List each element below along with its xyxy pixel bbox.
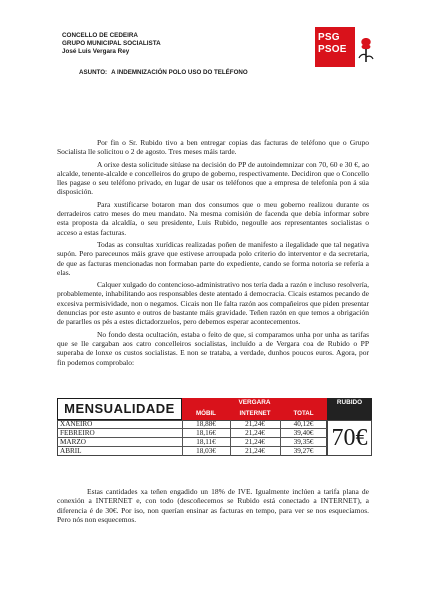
- total-cell: 39,27€: [293, 447, 314, 455]
- column-divider: [230, 420, 231, 456]
- total-cell: 39,35€: [293, 438, 314, 446]
- rose-icon: [356, 34, 376, 64]
- paragraph: Para xustificarse botaron man dos consumos que o meu goberno realizou durante os derradeiros catro meses do meu mandato. Na mesma comisión de facenda que debía informar sobre esta proposta da alcaldía, o seu presidente, Luis Rubido, negoulle aos representantes socialistas o acceso a estas facturas.: [57, 199, 369, 237]
- table-row: [57, 447, 327, 456]
- mobil-cell: 18,16€: [196, 429, 216, 437]
- table-row: [57, 429, 327, 438]
- letter-body: [57, 138, 369, 370]
- paragraph: Todas as consultas xurídicas realizadas poñen de manifesto a ilegalidade que tal negativa supón. Pero pareceunos máis grave que estivese arroupada polo criterio do interventor e da secretaria, de que as facturas mencionadas non formaban parte do expediente, cando se forma notoria se refería a elas.: [57, 239, 369, 277]
- subject-line: [79, 69, 252, 76]
- vergara-group-header: VERGARA: [182, 398, 327, 407]
- internet-cell: 21,24€: [245, 447, 265, 455]
- logo-text-psoe: PSOE: [318, 44, 347, 55]
- paragraph: No fondo desta ocultación, estaba o feito de que, si comparamos unha por unha as tarifas que se lle cargaban aos catro concelleiros socialistas, incluído a de Vergara coa de Rubido o PP superaba de lonxe os custos socialistas. E non se trataba, a verdade, dunhos poucos euros. Agora, por fin podemos comprobalo:: [57, 329, 369, 367]
- mobil-cell: 18,11€: [196, 438, 216, 446]
- paragraph: Calquer xulgado do contencioso-administrativo nos tería dada a razón e incluso resolvería, probablemente, inhabilitando aos responsables deste atentado á democracia. Cicais estamos pecando de excesiva permisividade, non o negamos. Cicais non lle falta razón aos compañeiros que piden presentar denuncias por este asunto e outros de bastante máis gravidade. Teñen razón en que temos a obrigación de pararlles os pés a estes dictadorzuelos, pero debemos esperar acontecementos.: [57, 280, 369, 327]
- month-cell: MARZO: [60, 438, 86, 446]
- paragraph: Por fin o Sr. Rubido tivo a ben entregar copias das facturas de teléfono que o Grupo Socialista lle solicitou o 2 de agosto. Tres meses máis tarde.: [57, 138, 369, 157]
- column-divider: [182, 420, 183, 456]
- subject-label: ASUNTO:: [79, 69, 108, 76]
- phone-cost-table: [57, 398, 372, 465]
- column-header-internet: INTERNET: [230, 407, 280, 420]
- internet-cell: 21,24€: [245, 420, 265, 428]
- column-header-total: TOTAL: [280, 407, 327, 420]
- paragraph: Estas cantidades xa teñen engadido un 18% de IVE. Igualmente inclúen a tarifa plana de conexión a INTERNET e, con todo (descoñecemos se Rubido está conectado a INTERNET), a diferencia é de 30€. Por iso, non querían ensinar as facturas en tempo, para ver se nos esquecíamos. Pero nós non esquecemos.: [57, 487, 369, 524]
- column-header-mobil: MÓBIL: [182, 407, 230, 420]
- closing-paragraph: [57, 487, 369, 524]
- psg-psoe-logo: [315, 27, 355, 67]
- subject-text: A INDEMNIZACIÓN POLO USO DO TELÉFONO: [111, 69, 248, 76]
- mobil-cell: 18,88€: [196, 420, 216, 428]
- author-name: José Luis Vergara Rey: [62, 48, 130, 55]
- table-row: [57, 420, 327, 429]
- internet-cell: 21,24€: [245, 429, 265, 437]
- rubido-value: 70€: [327, 420, 372, 456]
- mobil-cell: 18,03€: [196, 447, 216, 455]
- total-cell: 39,40€: [293, 429, 314, 437]
- column-divider: [280, 420, 281, 456]
- letterhead: [62, 32, 161, 56]
- rubido-header: RUBIDO: [327, 398, 372, 420]
- council-name: CONCELLO DE CEDEIRA: [62, 32, 138, 39]
- internet-cell: 21,24€: [245, 438, 265, 446]
- month-cell: ABRIL: [60, 447, 82, 455]
- month-cell: FEBREIRO: [60, 429, 95, 437]
- group-name: GRUPO MUNICIPAL SOCIALISTA: [62, 40, 161, 47]
- total-cell: 40,12€: [293, 420, 314, 428]
- logo-text-psg: PSG: [318, 32, 340, 43]
- paragraph: A orixe desta solicitude sitúase na decisión do PP de autoindemnizar con 70, 60 e 30 €, ao alcalde, tenente-alcalde e concelleiros do grupo de goberno, respectivamente. Decidiron que o Concello lles pagase o seu teléfono privado, en lugar de usar os teléfonos que a empresa de telefonía pon á súa disposición.: [57, 159, 369, 197]
- month-cell: XANEIRO: [60, 420, 93, 428]
- table-row: [57, 438, 327, 447]
- table-title: MENSUALIDADE: [57, 398, 182, 420]
